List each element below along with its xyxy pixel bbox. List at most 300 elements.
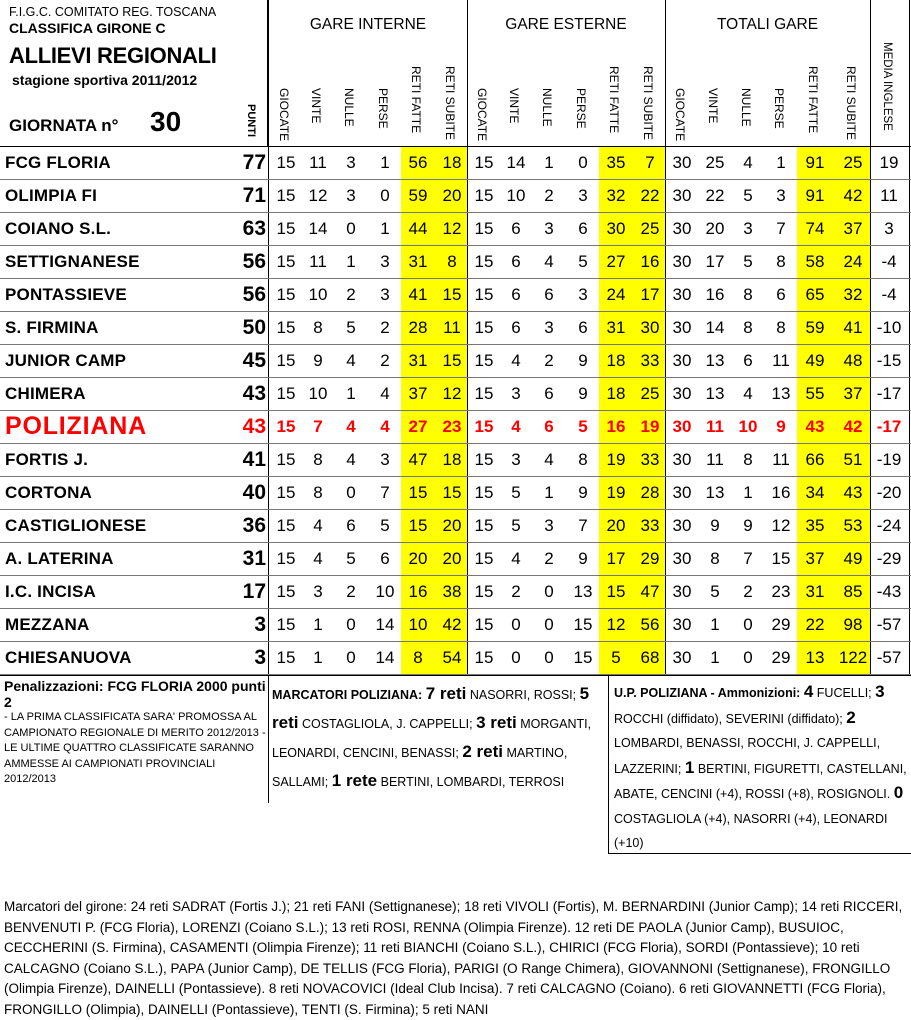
away-stat-cell: 4 [511, 351, 521, 370]
total-stat-cell: 49 [805, 351, 825, 370]
away-stat-cell: 18 [606, 384, 626, 403]
table-row [0, 345, 911, 378]
home-stat-cell: 4 [346, 417, 356, 436]
table-row [0, 444, 911, 477]
home-stat-cell: 31 [408, 351, 428, 370]
home-stat-cell: 1 [380, 219, 390, 238]
away-stat-cell: 16 [606, 417, 626, 436]
away-stat-cell: 4 [511, 549, 521, 568]
away-stat-cell: 1 [544, 483, 554, 502]
total-stat-cell: 17 [705, 252, 725, 271]
team-points: 17 [242, 580, 266, 603]
media-inglese-cell: 19 [879, 153, 899, 172]
home-stat-cell: 2 [380, 351, 390, 370]
table-row [0, 279, 911, 312]
home-stat-cell: 15 [276, 384, 296, 403]
booking-count: 1 [684, 757, 695, 777]
team-name: I.C. INCISA [5, 582, 96, 601]
away-stat-cell: 0 [511, 648, 521, 667]
away-stat-cell: 0 [544, 648, 554, 667]
team-points: 63 [242, 217, 266, 240]
total-stat-cell: 8 [743, 318, 753, 337]
total-stat-cell: 13 [805, 648, 825, 667]
home-col-header: VINTE [309, 88, 323, 124]
total-stat-cell: 65 [805, 285, 825, 304]
total-stat-cell: 1 [710, 648, 720, 667]
away-stat-cell: 1 [544, 153, 554, 172]
away-stat-cell: 15 [573, 648, 593, 667]
total-col-header: NULLE [739, 88, 753, 127]
home-stat-cell: 15 [276, 186, 296, 205]
home-stat-cell: 12 [442, 384, 462, 403]
home-stat-cell: 8 [313, 318, 323, 337]
home-stat-cell: 20 [442, 186, 462, 205]
home-stat-cell: 3 [380, 252, 390, 271]
media-inglese-cell: -17 [876, 417, 902, 436]
home-stat-cell: 14 [375, 615, 395, 634]
home-stat-cell: 15 [442, 285, 462, 304]
home-games-header: GARE INTERNE [309, 16, 427, 33]
booking-count: 3 [875, 682, 885, 701]
home-stat-cell: 8 [413, 648, 423, 667]
away-stat-cell: 33 [640, 450, 660, 469]
home-stat-cell: 5 [346, 549, 356, 568]
home-stat-cell: 4 [313, 516, 323, 535]
total-stat-cell: 16 [705, 285, 725, 304]
away-stat-cell: 6 [511, 219, 521, 238]
total-stat-cell: 55 [805, 384, 825, 403]
total-stat-cell: 11 [706, 417, 724, 436]
scorers-title: MARCATORI POLIZIANA: [272, 688, 423, 702]
divider [268, 675, 269, 803]
home-stat-cell: 59 [408, 186, 428, 205]
table-row [0, 576, 911, 609]
team-name: JUNIOR CAMP [5, 351, 127, 370]
table-row [0, 477, 911, 510]
home-stat-cell: 9 [313, 351, 323, 370]
away-stat-cell: 30 [640, 318, 660, 337]
home-stat-cell: 3 [346, 186, 356, 205]
total-stat-cell: 1 [710, 615, 720, 634]
away-stat-cell: 2 [544, 549, 554, 568]
team-name: MEZZANA [5, 615, 90, 634]
home-col-header: RETI SUBITE [443, 66, 457, 141]
total-stat-cell: 66 [805, 450, 825, 469]
away-stat-cell: 15 [474, 516, 494, 535]
away-games-header: GARE ESTERNE [505, 16, 627, 33]
home-stat-cell: 15 [276, 450, 296, 469]
total-stat-cell: 11 [772, 351, 790, 370]
away-stat-cell: 15 [474, 549, 494, 568]
team-points: 77 [242, 151, 266, 174]
media-inglese-cell: 11 [880, 186, 898, 205]
home-stat-cell: 4 [380, 417, 390, 436]
away-stat-cell: 4 [511, 417, 521, 436]
total-stat-cell: 8 [743, 450, 753, 469]
total-stat-cell: 29 [771, 615, 791, 634]
away-stat-cell: 4 [544, 450, 554, 469]
home-stat-cell: 0 [380, 186, 390, 205]
away-stat-cell: 3 [578, 186, 588, 205]
away-stat-cell: 15 [474, 219, 494, 238]
total-stat-cell: 42 [843, 417, 863, 436]
total-stat-cell: 1 [776, 153, 786, 172]
home-stat-cell: 28 [408, 318, 428, 337]
away-stat-cell: 17 [606, 549, 626, 568]
total-stat-cell: 30 [672, 549, 692, 568]
total-stat-cell: 14 [705, 318, 725, 337]
away-stat-cell: 14 [506, 153, 526, 172]
home-stat-cell: 4 [346, 351, 356, 370]
home-stat-cell: 3 [380, 450, 390, 469]
booked-names: LOMBARDI, BENASSI, ROCCHI, J. CAPPELLI, LAZZERINI; [614, 736, 881, 776]
team-name: OLIMPIA FI [5, 186, 98, 205]
away-stat-cell: 3 [578, 285, 588, 304]
away-stat-cell: 19 [606, 450, 626, 469]
home-stat-cell: 38 [442, 582, 462, 601]
team-name: A. LATERINA [5, 549, 114, 568]
goal-count: 3 reti [476, 713, 517, 732]
media-inglese-cell: -17 [876, 384, 902, 403]
total-stat-cell: 13 [705, 384, 725, 403]
total-stat-cell: 30 [672, 252, 692, 271]
away-stat-cell: 10 [506, 186, 526, 205]
away-stat-cell: 3 [544, 318, 554, 337]
home-stat-cell: 12 [442, 219, 462, 238]
media-inglese-cell: -19 [876, 450, 902, 469]
total-stat-cell: 13 [705, 483, 725, 502]
total-stat-cell: 49 [843, 549, 863, 568]
total-stat-cell: 10 [738, 417, 758, 436]
total-stat-cell: 5 [743, 186, 753, 205]
home-stat-cell: 42 [442, 615, 462, 634]
home-stat-cell: 47 [408, 450, 428, 469]
home-stat-cell: 15 [442, 351, 462, 370]
home-stat-cell: 41 [408, 285, 428, 304]
total-stat-cell: 30 [672, 153, 692, 172]
team-name: CORTONA [5, 483, 93, 502]
total-stat-cell: 20 [705, 219, 725, 238]
home-stat-cell: 18 [442, 153, 462, 172]
home-stat-cell: 14 [308, 219, 328, 238]
total-col-header: VINTE [706, 88, 720, 124]
table-bottom [0, 675, 911, 676]
home-stat-cell: 3 [313, 582, 323, 601]
home-stat-cell: 14 [375, 648, 395, 667]
team-points: 45 [242, 349, 266, 372]
scorer-names: MORGANTI, LEONARDI, CENCINI, BENASSI; [272, 717, 592, 760]
media-inglese-cell: -43 [876, 582, 902, 601]
total-stat-cell: 0 [743, 615, 753, 634]
points-header: PUNTI [245, 104, 257, 137]
goal-count: 2 reti [462, 742, 503, 761]
home-stat-cell: 15 [276, 549, 296, 568]
away-stat-cell: 15 [474, 582, 494, 601]
team-name: CHIMERA [5, 384, 86, 403]
home-stat-cell: 37 [408, 384, 428, 403]
total-stat-cell: 3 [776, 186, 786, 205]
home-col-header: NULLE [342, 88, 356, 127]
away-stat-cell: 6 [578, 219, 588, 238]
scorer-names: NASORRI, ROSSI; [469, 688, 577, 702]
home-stat-cell: 5 [346, 318, 356, 337]
home-stat-cell: 3 [346, 153, 356, 172]
home-stat-cell: 44 [408, 219, 428, 238]
home-stat-cell: 15 [276, 318, 296, 337]
media-inglese-cell: -20 [876, 483, 902, 502]
away-stat-cell: 0 [511, 615, 521, 634]
team-name: FORTIS J. [5, 450, 89, 469]
away-stat-cell: 6 [544, 417, 554, 436]
away-stat-cell: 0 [578, 153, 588, 172]
home-stat-cell: 10 [308, 384, 328, 403]
away-col-header: RETI SUBITE [641, 66, 655, 141]
away-stat-cell: 28 [640, 483, 660, 502]
team-points: 31 [242, 547, 266, 570]
away-stat-cell: 19 [606, 483, 626, 502]
total-stat-cell: 41 [843, 318, 863, 337]
total-stat-cell: 30 [672, 219, 692, 238]
away-stat-cell: 24 [606, 285, 626, 304]
total-stat-cell: 122 [838, 648, 868, 667]
home-stat-cell: 6 [380, 549, 390, 568]
home-stat-cell: 15 [276, 516, 296, 535]
team-name: COIANO S.L. [5, 219, 112, 238]
away-stat-cell: 3 [511, 384, 521, 403]
total-stat-cell: 30 [672, 417, 692, 436]
away-stat-cell: 6 [544, 384, 554, 403]
home-stat-cell: 20 [442, 516, 462, 535]
away-stat-cell: 6 [511, 318, 521, 337]
away-stat-cell: 17 [640, 285, 660, 304]
away-stat-cell: 12 [606, 615, 626, 634]
total-stat-cell: 7 [743, 549, 753, 568]
total-stat-cell: 42 [843, 186, 863, 205]
total-stat-cell: 74 [805, 219, 825, 238]
away-stat-cell: 3 [544, 516, 554, 535]
home-stat-cell: 15 [276, 582, 296, 601]
away-stat-cell: 35 [606, 153, 626, 172]
media-inglese-cell: -24 [876, 516, 902, 535]
total-stat-cell: 7 [776, 219, 786, 238]
media-inglese-cell: -4 [881, 252, 897, 271]
total-stat-cell: 91 [805, 186, 825, 205]
matchday-number: 30 [150, 106, 182, 137]
away-stat-cell: 15 [606, 582, 626, 601]
away-stat-cell: 7 [645, 153, 655, 172]
home-stat-cell: 6 [346, 516, 356, 535]
total-stat-cell: 11 [706, 450, 724, 469]
media-inglese-cell: 3 [884, 219, 894, 238]
total-stat-cell: 16 [771, 483, 791, 502]
total-stat-cell: 37 [843, 219, 863, 238]
home-stat-cell: 5 [380, 516, 390, 535]
away-stat-cell: 32 [606, 186, 626, 205]
home-stat-cell: 27 [408, 417, 428, 436]
away-stat-cell: 15 [474, 450, 494, 469]
total-col-header: GIOCATE [673, 88, 687, 142]
away-stat-cell: 7 [578, 516, 588, 535]
home-stat-cell: 1 [313, 648, 323, 667]
poliziana-bookings [614, 680, 908, 856]
team-points: 50 [242, 316, 266, 339]
away-stat-cell: 18 [606, 351, 626, 370]
total-stat-cell: 25 [705, 153, 725, 172]
total-stat-cell: 58 [805, 252, 825, 271]
away-stat-cell: 15 [474, 153, 494, 172]
away-stat-cell: 31 [606, 318, 626, 337]
total-stat-cell: 13 [705, 351, 725, 370]
home-stat-cell: 1 [346, 252, 356, 271]
penalties-note [4, 678, 266, 788]
away-stat-cell: 2 [511, 582, 521, 601]
away-stat-cell: 0 [544, 615, 554, 634]
away-stat-cell: 2 [544, 186, 554, 205]
media-inglese-header: MEDIA INGLESE [881, 42, 893, 131]
away-stat-cell: 5 [611, 648, 621, 667]
home-stat-cell: 0 [346, 483, 356, 502]
poliziana-scorers [272, 680, 602, 796]
home-stat-cell: 15 [276, 648, 296, 667]
total-stat-cell: 2 [743, 582, 753, 601]
total-stat-cell: 98 [843, 615, 863, 634]
total-stat-cell: 30 [672, 384, 692, 403]
home-stat-cell: 15 [276, 483, 296, 502]
team-name: FCG FLORIA [5, 153, 111, 172]
away-stat-cell: 15 [573, 615, 593, 634]
home-stat-cell: 8 [447, 252, 457, 271]
classification-title: CLASSIFICA GIRONE C [9, 20, 166, 36]
total-stat-cell: 6 [776, 285, 786, 304]
total-stat-cell: 31 [805, 582, 825, 601]
home-stat-cell: 0 [346, 219, 356, 238]
total-stat-cell: 43 [843, 483, 863, 502]
home-stat-cell: 15 [276, 351, 296, 370]
away-col-header: PERSE [574, 88, 588, 129]
away-stat-cell: 20 [606, 516, 626, 535]
total-stat-cell: 32 [843, 285, 863, 304]
total-stat-cell: 30 [672, 318, 692, 337]
away-stat-cell: 15 [474, 285, 494, 304]
home-stat-cell: 20 [408, 549, 428, 568]
total-stat-cell: 24 [843, 252, 863, 271]
table-row [0, 411, 911, 444]
team-name: POLIZIANA [5, 412, 147, 440]
away-stat-cell: 15 [474, 384, 494, 403]
away-stat-cell: 30 [606, 219, 626, 238]
home-stat-cell: 3 [380, 285, 390, 304]
promotion-note: - LA PRIMA CLASSIFICATA SARA' PROMOSSA AL CAMPIONATO REGIONALE DI MERITO 2012/2013 - LE ULTIME QUATTRO CLASSIFICATE SARANNO AMMESSE AI CAMPIONATI PROVINCIALI 2012/2013 [4, 711, 266, 785]
home-stat-cell: 15 [276, 153, 296, 172]
away-stat-cell: 25 [640, 219, 660, 238]
scorer-names: COSTAGLIOLA, J. CAPPELLI; [301, 717, 473, 731]
total-stat-cell: 4 [743, 153, 753, 172]
goal-count: 7 reti [425, 684, 467, 703]
goal-count: 1 rete [331, 771, 378, 790]
away-col-header: GIOCATE [475, 88, 489, 142]
table-row [0, 246, 911, 279]
booked-names: ROCCHI (diffidato), SEVERINI (diffidato); [614, 711, 843, 726]
home-stat-cell: 12 [308, 186, 328, 205]
away-col-header: RETI FATTE [607, 66, 621, 134]
away-stat-cell: 15 [474, 318, 494, 337]
home-col-header: PERSE [376, 88, 390, 129]
total-stat-cell: 35 [805, 516, 825, 535]
media-inglese-cell: -57 [876, 648, 902, 667]
total-col-header: PERSE [772, 88, 786, 129]
away-stat-cell: 19 [640, 417, 660, 436]
home-col-header: RETI FATTE [409, 66, 423, 134]
total-stat-cell: 30 [672, 516, 692, 535]
total-stat-cell: 30 [672, 582, 692, 601]
home-stat-cell: 11 [309, 153, 327, 172]
away-stat-cell: 5 [511, 483, 521, 502]
away-stat-cell: 68 [640, 648, 660, 667]
away-stat-cell: 15 [474, 252, 494, 271]
home-stat-cell: 18 [442, 450, 462, 469]
home-stat-cell: 11 [443, 318, 461, 337]
media-inglese-cell: -4 [881, 285, 897, 304]
total-stat-cell: 12 [771, 516, 791, 535]
table-row [0, 378, 911, 411]
media-inglese-cell: -29 [876, 549, 902, 568]
home-stat-cell: 0 [346, 648, 356, 667]
scorer-names: BERTINI, LOMBARDI, TERROSI [380, 775, 565, 789]
total-col-header: RETI FATTE [806, 66, 820, 134]
scorer-names: MARTINO, SALLAMI; [272, 746, 568, 789]
away-stat-cell: 5 [578, 417, 588, 436]
goal-count: 5 reti [272, 684, 590, 732]
away-stat-cell: 22 [640, 186, 660, 205]
team-name: S. FIRMINA [5, 318, 99, 337]
total-stat-cell: 4 [743, 384, 753, 403]
home-stat-cell: 16 [408, 582, 428, 601]
away-stat-cell: 29 [640, 549, 660, 568]
booked-names: BERTINI, FIGURETTI, CASTELLANI, ABATE, CENCINI (+4), ROSSI (+8), ROSIGNOLI. [614, 761, 907, 801]
away-stat-cell: 9 [578, 549, 588, 568]
home-stat-cell: 1 [346, 384, 356, 403]
media-inglese-cell: -10 [876, 318, 902, 337]
away-stat-cell: 27 [606, 252, 626, 271]
team-name: CHIESANUOVA [5, 648, 132, 667]
away-stat-cell: 6 [511, 252, 521, 271]
total-stat-cell: 8 [776, 252, 786, 271]
total-stat-cell: 11 [772, 450, 790, 469]
table-row [0, 180, 911, 213]
table-row [0, 147, 911, 180]
away-stat-cell: 33 [640, 351, 660, 370]
total-stat-cell: 59 [805, 318, 825, 337]
home-stat-cell: 2 [346, 285, 356, 304]
bookings-title: U.P. POLIZIANA - Ammonizioni: [614, 686, 801, 700]
table-row [0, 609, 911, 642]
away-stat-cell: 15 [474, 351, 494, 370]
home-stat-cell: 1 [380, 153, 390, 172]
home-col-header: GIOCATE [277, 88, 291, 142]
away-stat-cell: 47 [640, 582, 660, 601]
total-stat-cell: 3 [743, 219, 753, 238]
home-stat-cell: 15 [276, 285, 296, 304]
team-points: 71 [242, 184, 266, 207]
table-row [0, 543, 911, 576]
team-points: 56 [242, 250, 266, 273]
away-stat-cell: 15 [474, 615, 494, 634]
total-stat-cell: 8 [710, 549, 720, 568]
total-stat-cell: 8 [743, 285, 753, 304]
team-points: 3 [254, 613, 266, 636]
total-stat-cell: 51 [843, 450, 863, 469]
team-name: CASTIGLIONESE [5, 516, 147, 535]
